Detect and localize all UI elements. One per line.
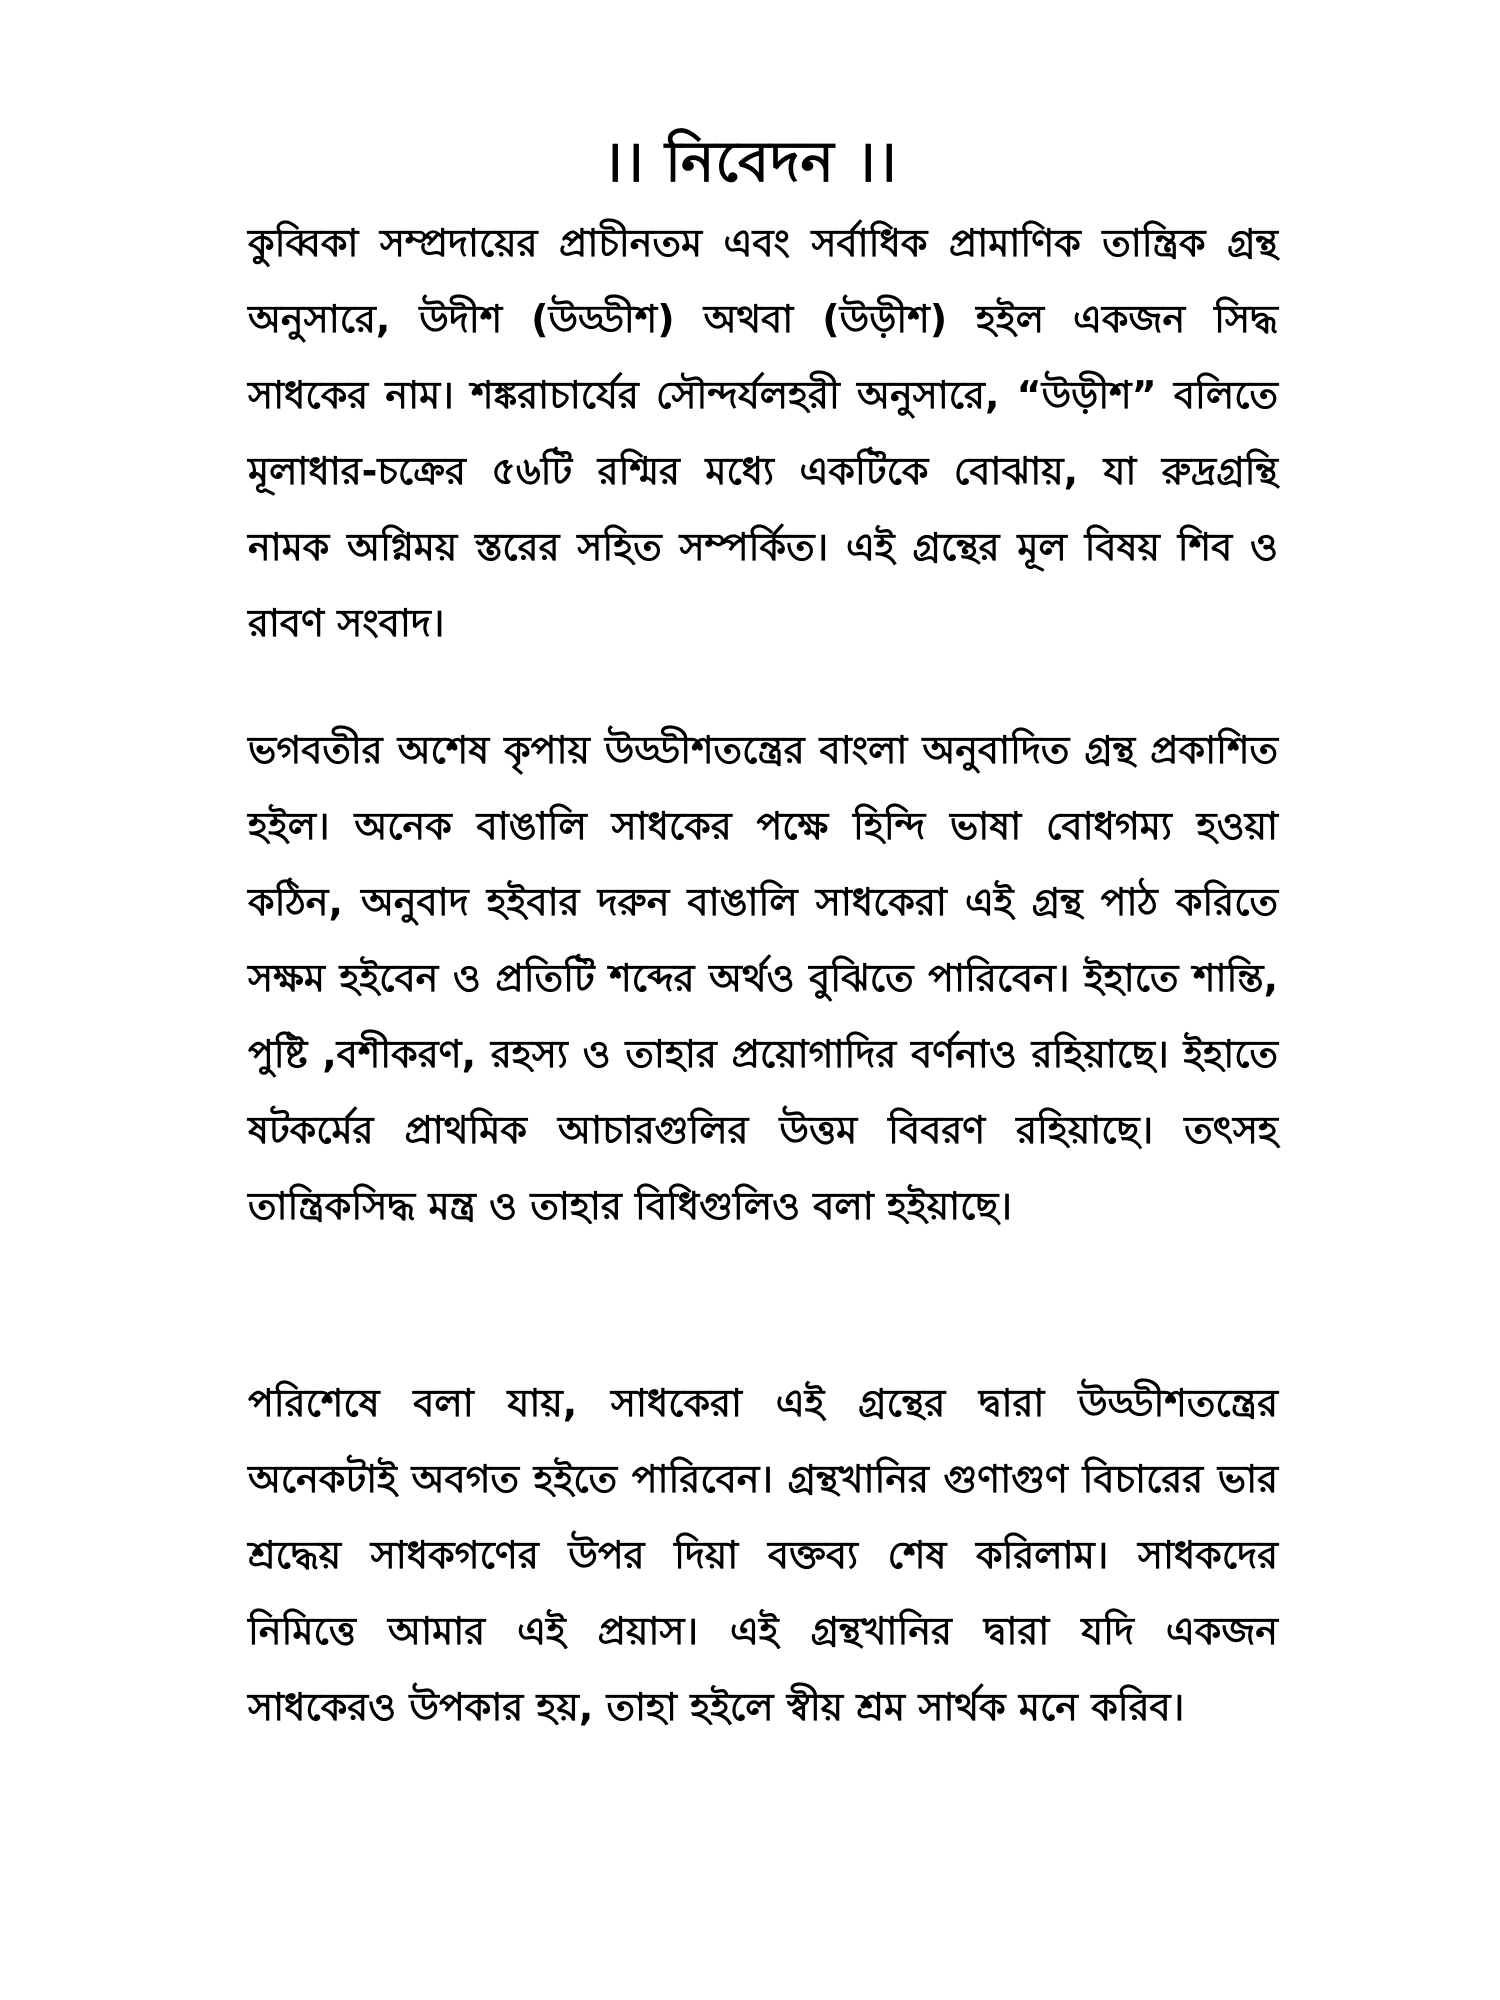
paragraph-conclusion: পরিশেষে বলা যায়, সাধকেরা এই গ্রন্থের দ্বারা উড্ডীশতন্ত্রের অনেকটাই অবগত হইতে পারিবেন। গ্রন্থখানির গুণাগুণ বিচারের ভার শ্রদ্ধেয় সাধকগণের উপর দিয়া বক্তব্য শেষ করিলাম। সাধকদের নিমিত্তে আমার এই প্রয়াস। এই গ্রন্থখানির দ্বারা যদি একজন সাধকেরও উপকার হয়, তাহা হইলে স্বীয় শ্রম সার্থক মনে করিব।	[248, 1381, 1278, 1729]
page-title: ।। নিবেদন ।।	[602, 129, 898, 195]
paragraph-translation: ভগবতীর অশেষ কৃপায় উড্ডীশতন্ত্রের বাংলা অনুবাদিত গ্রন্থ প্রকাশিত হইল। অনেক বাঙালি সাধকের পক্ষে হিন্দি ভাষা বোধগম্য হওয়া কঠিন, অনুবাদ হইবার দরুন বাঙালি সাধকেরা এই গ্রন্থ পাঠ করিতে সক্ষম হইবেন ও প্রতিটি শব্দের অর্থও বুঝিতে পারিবেন। ইহাতে শান্তি, পুষ্টি ,বশীকরণ, রহস্য ও তাহার প্রয়োগাদির বর্ণনাও রহিয়াছে। ইহাতে ষটকর্মের প্রাথমিক আচারগুলির উত্তম বিবরণ রহিয়াছে। তৎসহ তান্ত্রিকসিদ্ধ মন্ত্র ও তাহার বিধিগুলিও বলা হইয়াছে।	[248, 728, 1278, 1228]
paragraph-intro: কুব্বিকা সম্প্রদায়ের প্রাচীনতম এবং সর্বাধিক প্রামাণিক তান্ত্রিক গ্রন্থ অনুসারে, উদীশ (উড্ডীশ) অথবা (উড়ীশ) হইল একজন সিদ্ধ সাধকের নাম। শঙ্করাচার্যের সৌন্দর্যলহরী অনুসারে, “উড়ীশ” বলিতে মূলাধার-চক্রের ৫৬টি রশ্মির মধ্যে একটিকে বোঝায়, যা রুদ্রগ্রন্থি নামক অগ্নিময় স্তরের সহিত সম্পর্কিত। এই গ্রন্থের মূল বিষয় শিব ও রাবণ সংবাদ।	[248, 221, 1278, 645]
